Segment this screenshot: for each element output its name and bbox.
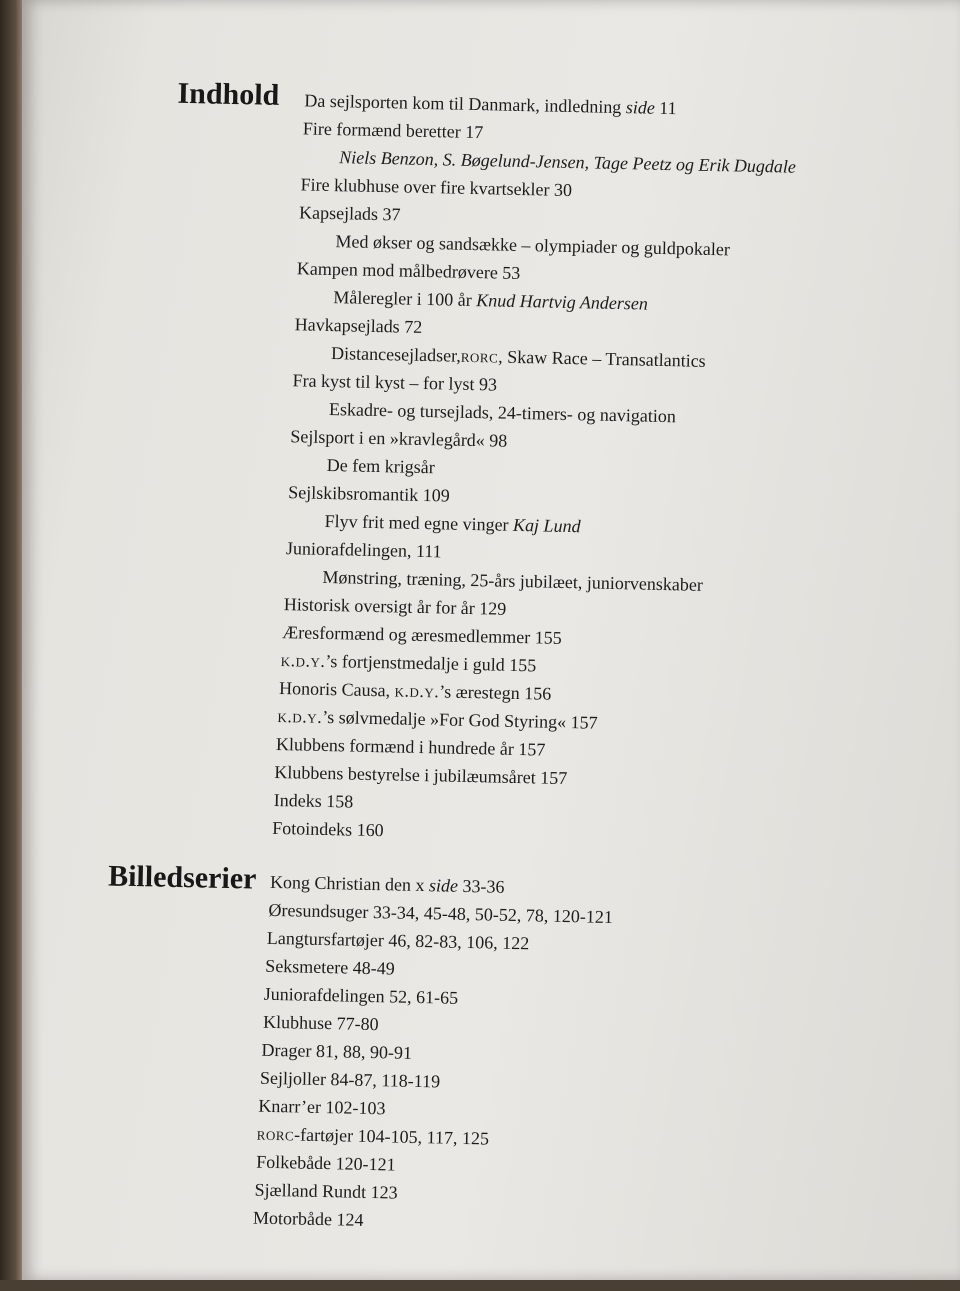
toc-page-number: 17: [465, 121, 484, 143]
photo-series-entry: [263, 1013, 379, 1033]
photo-series-text: Juniorafdelingen: [263, 983, 385, 1007]
toc-subentry: [331, 344, 706, 370]
toc-page-label: side: [625, 97, 656, 118]
toc-entry-text: Fire formænd beretter: [302, 118, 461, 142]
toc-entry: [277, 707, 597, 732]
toc-entry-text: De fem krigsår: [326, 454, 435, 478]
toc-entry-text: Kampen mod målbedrøvere: [296, 258, 499, 283]
photo-series-small-caps: rorc: [256, 1123, 295, 1145]
photo-series-text: Drager: [261, 1039, 312, 1061]
toc-entry-text: Klubbens bestyrelse i jubilæumsåret: [274, 761, 536, 788]
photo-series-pages: 33-36: [462, 875, 505, 897]
toc-entry: [276, 735, 546, 759]
photo-series-entry: [268, 901, 613, 926]
toc-page-number: 111: [415, 540, 442, 562]
toc-page-number: 109: [422, 484, 450, 506]
photo-series-entry: [253, 1209, 364, 1229]
toc-entry-text: Eskadre- og tursejlads, 24-timers- og navigation: [328, 399, 677, 427]
toc-page-number: 156: [524, 683, 552, 704]
photo-series-entry: [270, 873, 505, 896]
photo-series-entry: [265, 957, 395, 978]
photo-series-entry: [258, 1097, 385, 1118]
toc-entry: [299, 203, 401, 223]
toc-entry-text: , Skaw Race – Transatlantics: [498, 346, 706, 371]
photo-series-pages: 104-105, 117, 125: [357, 1125, 490, 1149]
photo-series-pages: 77-80: [336, 1013, 379, 1035]
toc-entry-text: Fra kyst til kyst – for lyst: [292, 370, 475, 395]
toc-entry-text: ’s ærestegn: [439, 681, 520, 704]
photo-series-pages: 48-49: [352, 957, 395, 979]
toc-entry-text: Sejlsport i en »kravlegård«: [290, 426, 486, 451]
toc-subentry: [333, 288, 648, 313]
toc-page-number: 155: [534, 627, 562, 648]
toc-page-number: 72: [403, 316, 423, 337]
toc-entry: [286, 539, 442, 560]
photo-series-entry: [267, 929, 530, 952]
toc-entry-text: Havkapsejlads: [294, 314, 400, 337]
toc-entry-text: ’s fortjenstmedalje i guld: [325, 650, 506, 675]
toc-entry: [274, 763, 567, 787]
toc-entry-text: Klubbens formænd i hundrede år: [275, 733, 515, 759]
toc-entry-text: Fire klubhuse over fire kvartsekler: [300, 174, 550, 200]
toc-page-number: 157: [540, 767, 568, 789]
toc-entry: [300, 175, 572, 199]
toc-entry: [288, 483, 450, 504]
toc-subentry: [324, 512, 580, 535]
photo-series-entry: [254, 1181, 397, 1202]
toc-page-number: 155: [509, 654, 537, 676]
toc-entry-text: Niels Benzon, S. Bøgelund-Jensen, Tage Peetz og Erik Dugdale: [339, 147, 797, 177]
toc-entry: [274, 791, 354, 811]
photo-series-text: Sejljoller: [259, 1067, 327, 1090]
toc-entry: [281, 651, 537, 674]
toc-entry-text: Flyv frit med egne vinger: [324, 510, 509, 535]
toc-subentry: [327, 456, 435, 476]
toc-entry-text: Fotoindeks: [271, 817, 353, 840]
photo-series-text: Motorbåde: [252, 1207, 333, 1230]
toc-entry-text: Honoris Causa,: [278, 678, 391, 701]
photo-series-pages: 120-121: [335, 1153, 396, 1175]
toc-page-number: 129: [479, 598, 507, 619]
toc-entry: [292, 371, 497, 393]
photo-series-pages: 46, 82-83, 106, 122: [388, 930, 530, 954]
toc-entry: [304, 91, 677, 117]
toc-page-number: 160: [356, 819, 384, 841]
toc-page-number: 93: [478, 374, 498, 395]
toc-entry-text: Juniorafdelingen,: [285, 538, 412, 561]
toc-entry: [295, 315, 423, 336]
toc-page-number: 30: [553, 179, 573, 201]
toc-entry: [272, 819, 384, 839]
toc-entry: [284, 595, 507, 618]
indhold-title: Indhold: [177, 76, 280, 112]
photo-series-pages: 124: [336, 1209, 364, 1230]
photo-series-entry: [264, 985, 459, 1007]
toc-entry: [303, 119, 484, 141]
toc-page-number: 37: [382, 204, 401, 225]
toc-entry: [297, 259, 521, 282]
photo-series-text: Folkebåde: [255, 1151, 332, 1174]
photo-series-pages: 102-103: [325, 1097, 386, 1119]
toc-page-number: 98: [489, 430, 508, 451]
toc-entry-text: Sejlskibsromantik: [288, 482, 419, 505]
photo-series-text: -fartøjer: [293, 1124, 354, 1146]
photo-series-text: Seksmetere: [265, 955, 349, 978]
photo-series-text: Kong Christian den x: [269, 871, 425, 896]
billedserier-title: Billedserier: [107, 859, 257, 896]
photo-series-text: Øresundsuger: [268, 899, 369, 922]
toc-small-caps: k.d.y.: [280, 650, 326, 671]
toc-entry: [282, 623, 562, 647]
toc-entry-text: Mønstring, træning, 25-års jubilæet, juniorvenskaber: [322, 566, 704, 595]
toc-author: Knud Hartvig Andersen: [476, 290, 649, 314]
toc-page-number: 11: [659, 97, 677, 119]
toc-entry-text: Med økser og sandsække – olympiader og guldpokaler: [335, 231, 731, 260]
toc-subentry: [335, 232, 730, 258]
book-page: [22, 0, 960, 1280]
photo-series-text: Sjælland Rundt: [254, 1179, 367, 1202]
page-content: [8, 0, 960, 1291]
toc-entry-text: Distancesejladser,: [330, 343, 462, 366]
photo-series-page-label: side: [428, 875, 459, 896]
toc-entry-text: Indeks: [273, 789, 322, 811]
toc-subentry: [322, 568, 703, 594]
toc-page-number: 157: [518, 739, 546, 760]
photo-series-text: Langtursfartøjer: [266, 927, 385, 951]
photo-series-entry: [260, 1069, 440, 1091]
photo-series-entry: [261, 1041, 412, 1062]
toc-entry: [279, 679, 551, 703]
photo-series-text: Klubhuse: [262, 1011, 333, 1034]
toc-entry: [290, 427, 507, 450]
toc-entry-text: Æresformænd og æresmedlemmer: [282, 622, 531, 648]
photo-series-pages: 81, 88, 90-91: [315, 1040, 413, 1063]
photo-series-pages: 52, 61-65: [388, 986, 459, 1008]
toc-subentry: [329, 400, 676, 425]
toc-author: Kaj Lund: [512, 514, 581, 537]
toc-page-number: 53: [502, 262, 521, 283]
toc-small-caps: k.d.y.: [277, 706, 323, 727]
photo-series-pages: 33-34, 45-48, 50-52, 78, 120-121: [372, 902, 614, 928]
photo-series-entry: [256, 1153, 396, 1174]
toc-entry-text: Da sejlsporten kom til Danmark, indledning: [304, 90, 622, 118]
toc-entry-text: ’s sølvmedalje »For God Styring«: [321, 706, 567, 733]
toc-subentry: [339, 148, 796, 176]
photo-series-entry: [257, 1125, 490, 1148]
toc-small-caps: rorc: [460, 345, 499, 367]
photo-series-text: Knarr’er: [258, 1095, 322, 1117]
toc-page-number: 157: [570, 712, 598, 733]
photo-series-pages: 123: [370, 1182, 398, 1203]
toc-small-caps: k.d.y.: [394, 680, 440, 702]
toc-entry-text: Historisk oversigt år for år: [283, 594, 476, 619]
photo-series-pages: 84-87, 118-119: [330, 1069, 441, 1092]
toc-entry-text: Kapsejlads: [298, 202, 379, 224]
toc-page-number: 158: [326, 791, 354, 812]
toc-entry-text: Måleregler i 100 år: [333, 287, 472, 310]
